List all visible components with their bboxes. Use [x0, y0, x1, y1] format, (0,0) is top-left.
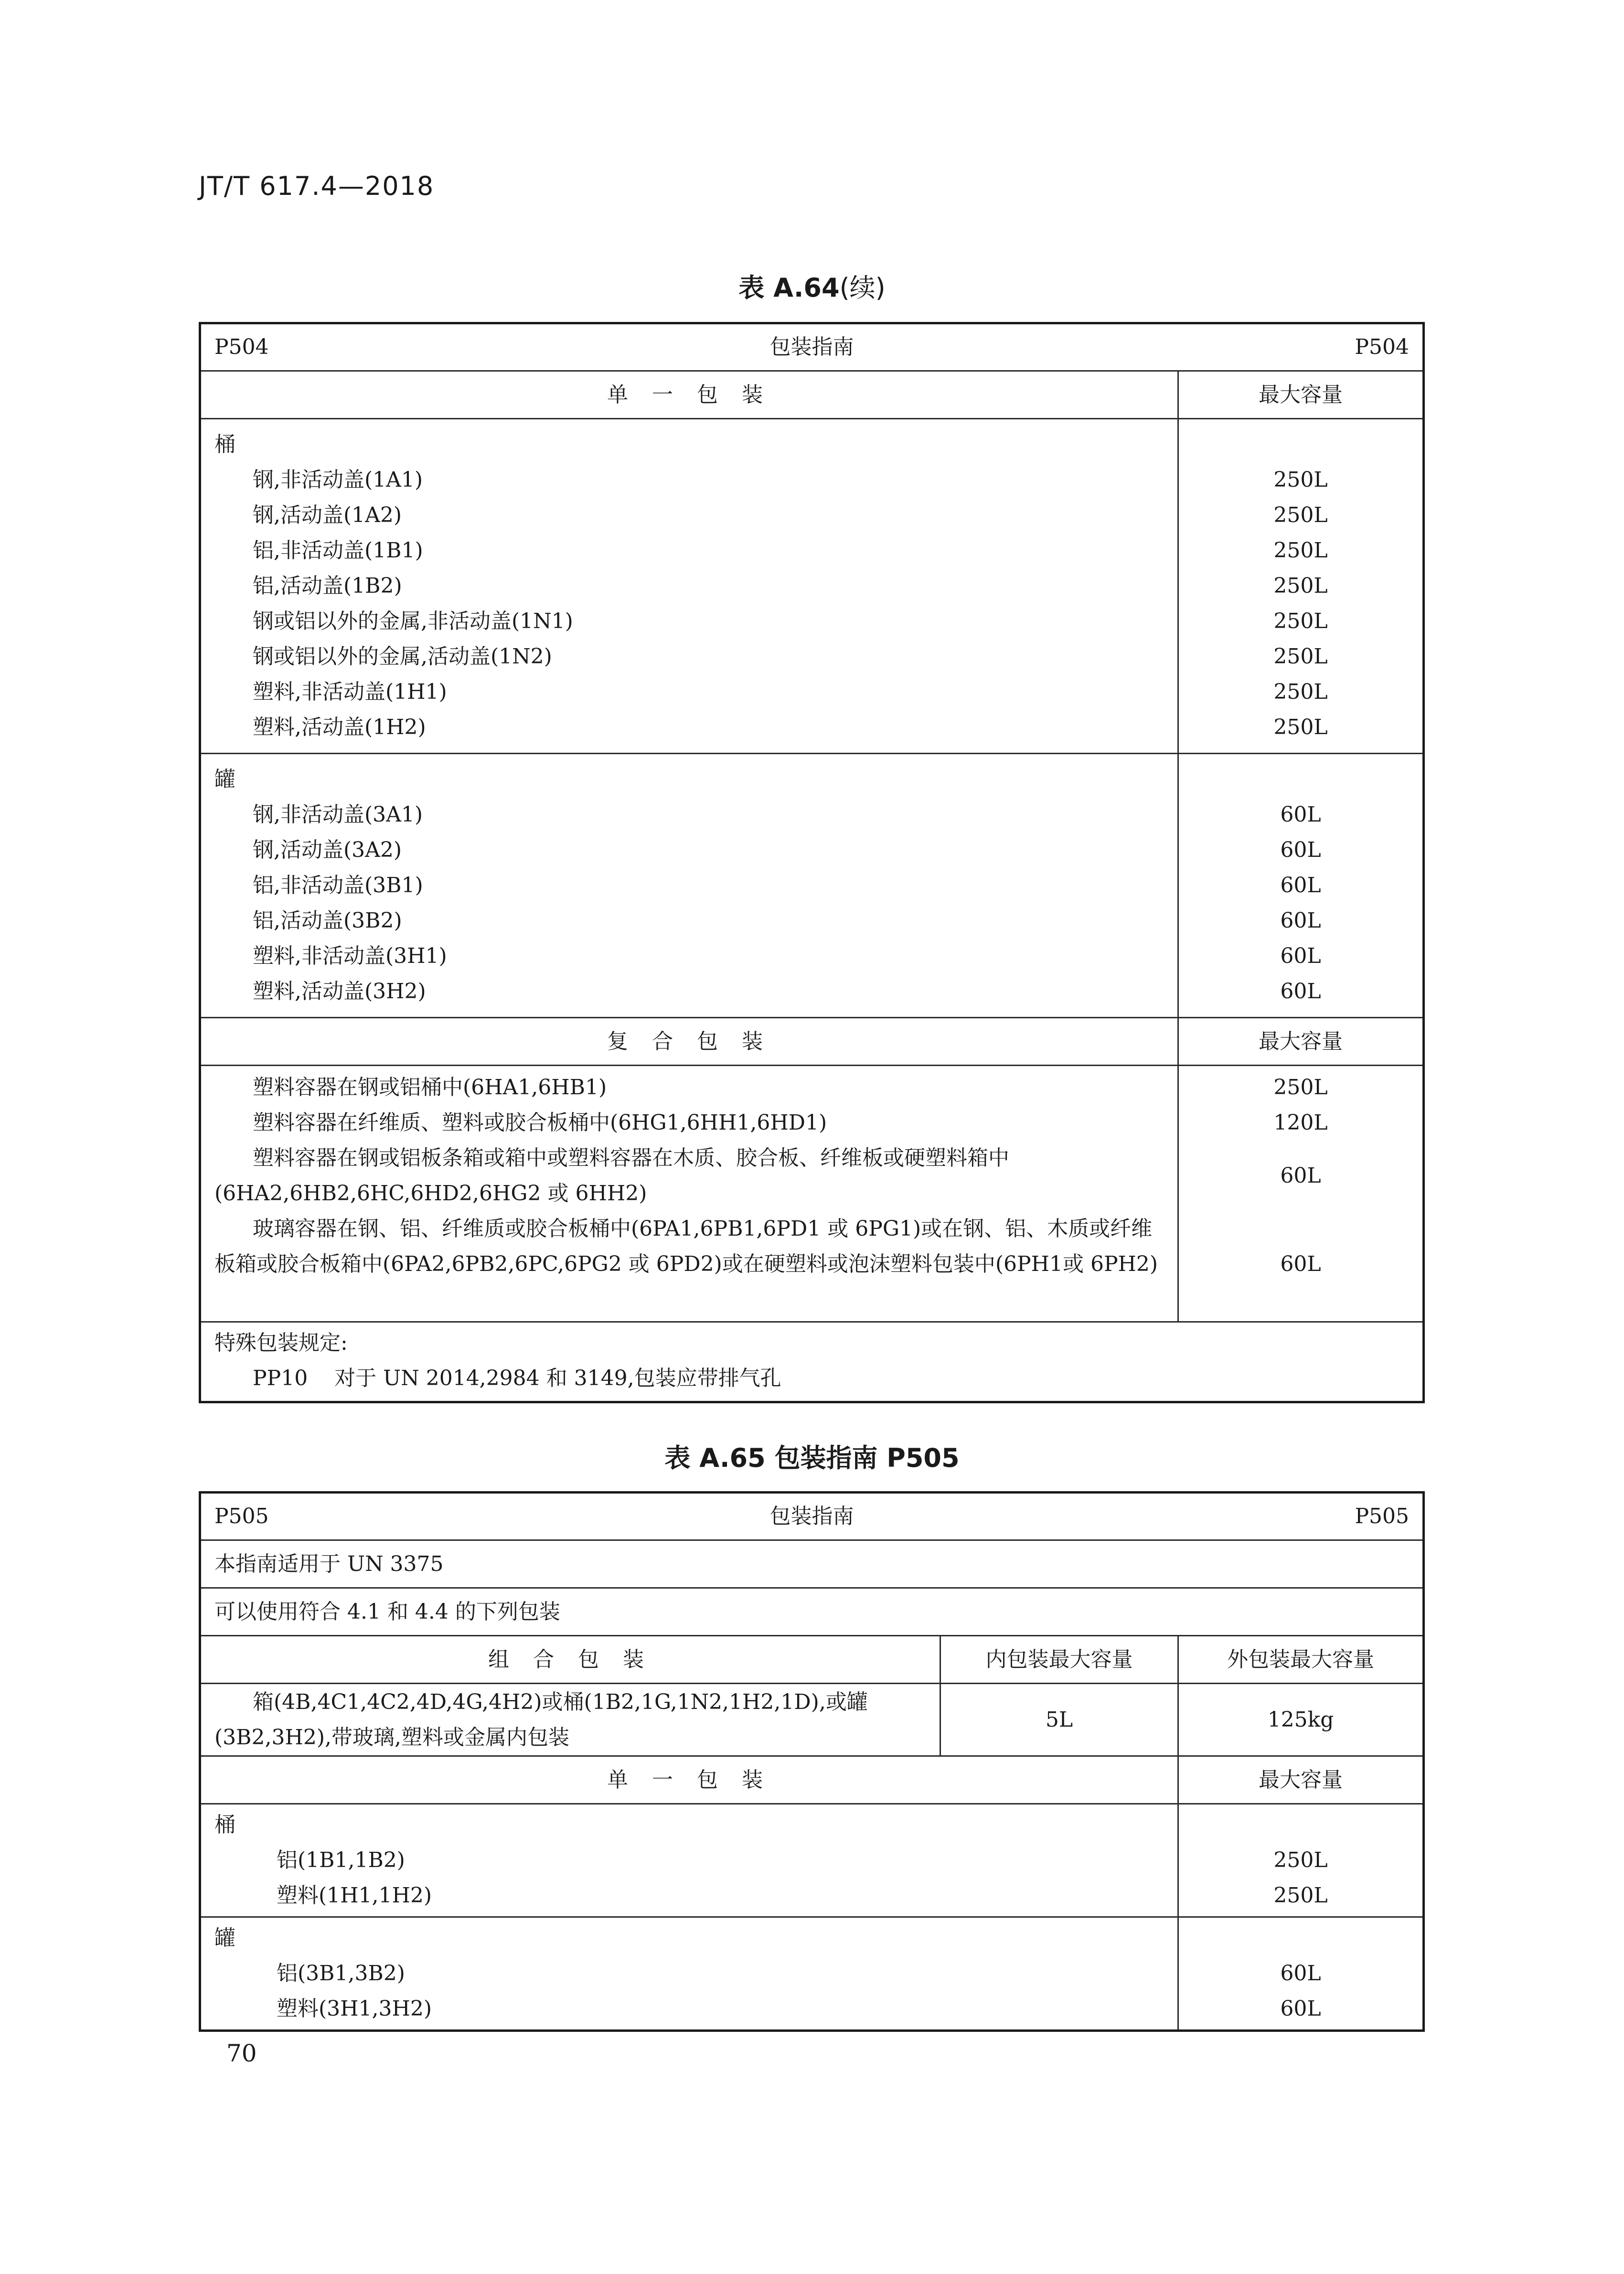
composite-item: 玻璃容器在钢、铝、纤维质或胶合板桶中(6PA1,6PB1,6PD1 或 6PG1)或在钢、铝、木质或纤维板箱或胶合板箱中(6PA2,6PB2,6PC,6PG2 或 6PD2)或在硬塑料或泡沫塑料包装中(6PH1或 6PH2): [214, 1217, 1158, 1276]
capacity-value: 250L: [1273, 574, 1328, 598]
table65-jerricans-block: [200, 1917, 1424, 2031]
table64-code-left: P504: [214, 335, 269, 359]
table64-special-title: 特殊包装规定:: [214, 1331, 348, 1355]
group-title-spacer: [1192, 1807, 1409, 1843]
table64-caption-title: 表 A.64: [738, 273, 840, 303]
table65-inner-max-label: 内包装最大容量: [940, 1636, 1178, 1684]
composite-item: 塑料容器在钢或铝桶中(6HA1,6HB1): [253, 1075, 607, 1100]
table65-combination-outer: 125kg: [1178, 1684, 1424, 1756]
standard-number: JT/T 617.4—2018: [199, 171, 435, 201]
table64-drums-capacities: [1192, 427, 1409, 745]
table64-composite-max-label: 最大容量: [1178, 1018, 1424, 1066]
table65-code-right: P505: [1355, 1504, 1410, 1528]
list-item: 钢,非活动盖(1A1): [253, 468, 423, 492]
capacity-value: 250L: [1273, 503, 1328, 527]
list-item: 铝,活动盖(3B2): [253, 908, 402, 933]
list-item: 钢或铝以外的金属,非活动盖(1N1): [253, 609, 573, 633]
group-title: 罐: [214, 767, 235, 791]
list-item: 塑料,活动盖(1H2): [253, 715, 426, 739]
capacity-value: 250L: [1273, 715, 1328, 739]
list-item: 铝(1B1,1B2): [277, 1848, 405, 1872]
list-item: 铝,活动盖(1B2): [253, 574, 402, 598]
table65-max-capacity-label: 最大容量: [1178, 1756, 1424, 1804]
table65-drums-list: [214, 1807, 1164, 1913]
composite-capacity: 120L: [1273, 1110, 1328, 1135]
table64-special-text: 对于 UN 2014,2984 和 3149,包装应带排气孔: [334, 1366, 781, 1390]
table64-special-row: [200, 1322, 1424, 1402]
table64-single-header: [200, 371, 1424, 419]
composite-item: 塑料容器在纤维质、塑料或胶合板桶中(6HG1,6HH1,6HD1): [253, 1110, 827, 1135]
table65-single-label: 单 一 包 装: [200, 1756, 1178, 1804]
table65-drums-capacities: [1192, 1807, 1409, 1913]
capacity-value: 60L: [1280, 802, 1321, 827]
capacity-value: 60L: [1280, 944, 1321, 968]
table-a65: [199, 1491, 1425, 2032]
list-item: 塑料,非活动盖(3H1): [253, 944, 447, 968]
table64-code-right: P504: [1355, 335, 1409, 359]
group-title: 罐: [214, 1926, 235, 1950]
composite-capacity: 250L: [1273, 1075, 1328, 1100]
capacity-value: 60L: [1280, 979, 1321, 1004]
list-item: 钢,活动盖(3A2): [253, 838, 402, 862]
table65-drums-block: [200, 1804, 1424, 1917]
list-item: 钢,非活动盖(3A1): [253, 802, 423, 827]
table64-composite-header: [200, 1018, 1424, 1066]
list-item: 铝,非活动盖(3B1): [253, 873, 423, 897]
table65-outer-max-label: 外包装最大容量: [1178, 1636, 1424, 1684]
capacity-value: 250L: [1273, 609, 1328, 633]
table65-permitted-row: [200, 1588, 1424, 1636]
table64-special-code: PP10: [253, 1366, 308, 1390]
group-title: 桶: [214, 1813, 235, 1837]
table64-drums-list: [214, 427, 1164, 745]
capacity-value: 60L: [1280, 1996, 1321, 2021]
table-a64: [199, 322, 1425, 1403]
capacity-value: 60L: [1280, 873, 1321, 897]
table65-combination-label: 组 合 包 装: [200, 1636, 940, 1684]
table64-composite-label: 复 合 包 装: [200, 1018, 1178, 1066]
table65-combination-row: [200, 1684, 1424, 1756]
capacity-value: 60L: [1280, 838, 1321, 862]
group-title-spacer: [1192, 1921, 1409, 1956]
capacity-value: 60L: [1280, 1961, 1321, 1986]
table65-applies: 本指南适用于 UN 3375: [200, 1540, 1424, 1588]
table65-single-header: [200, 1756, 1424, 1804]
capacity-value: 250L: [1273, 468, 1328, 492]
capacity-value: 250L: [1273, 680, 1328, 704]
table64-composite-capacities: [1178, 1066, 1424, 1322]
table64-jerricans-capacities: [1192, 762, 1409, 1009]
table64-header-row: [200, 323, 1424, 371]
table64-caption-cont: (续): [839, 273, 886, 303]
table65-permitted: 可以使用符合 4.1 和 4.4 的下列包装: [200, 1588, 1424, 1636]
composite-item: 塑料容器在钢或铝板条箱或箱中或塑料容器在木质、胶合板、纤维板或硬塑料箱中(6HA2,6HB2,6HC,6HD2,6HG2 或 6HH2): [214, 1146, 1009, 1206]
group-title-spacer: [1192, 762, 1409, 797]
list-item: 钢,活动盖(1A2): [253, 503, 402, 527]
table64-title: 包装指南: [769, 335, 854, 359]
table65-code-left: P505: [214, 1504, 269, 1528]
table65-combination-text: 箱(4B,4C1,4C2,4D,4G,4H2)或桶(1B2,1G,1N2,1H2,1D),或罐(3B2,3H2),带玻璃,塑料或金属内包装: [200, 1684, 940, 1756]
table65-jerricans-list: [214, 1921, 1164, 2027]
table65-combination-header: [200, 1636, 1424, 1684]
capacity-value: 250L: [1273, 538, 1328, 563]
list-item: 钢或铝以外的金属,活动盖(1N2): [253, 644, 552, 669]
composite-capacity: 60L: [1280, 1252, 1321, 1276]
table64-single-label: 单 一 包 装: [200, 371, 1178, 419]
group-title-spacer: [1192, 427, 1409, 462]
capacity-value: 250L: [1273, 644, 1328, 669]
table64-special-provision: [214, 1361, 1409, 1396]
table65-caption: 表 A.65 包装指南 P505: [664, 1443, 960, 1473]
capacity-value: 250L: [1273, 1883, 1328, 1908]
list-item: 塑料(1H1,1H2): [277, 1883, 432, 1908]
list-item: 塑料,非活动盖(1H1): [253, 680, 447, 704]
table64-jerricans-block: [200, 754, 1424, 1018]
capacity-value: 60L: [1280, 908, 1321, 933]
group-title: 桶: [214, 432, 235, 457]
composite-capacity: 60L: [1280, 1164, 1321, 1188]
page-number: 70: [226, 2039, 257, 2067]
table64-composite-list: [200, 1066, 1178, 1322]
table65-jerricans-capacities: [1192, 1921, 1409, 2027]
table65-applies-row: [200, 1540, 1424, 1588]
table64-jerricans-list: [214, 762, 1164, 1009]
table65-title: 包装指南: [769, 1504, 854, 1528]
list-item: 塑料(3H1,3H2): [277, 1996, 432, 2021]
list-item: 塑料,活动盖(3H2): [253, 979, 426, 1004]
table64-caption: [0, 267, 1624, 304]
capacity-value: 250L: [1273, 1848, 1328, 1872]
list-item: 铝,非活动盖(1B1): [253, 538, 423, 563]
list-item: 铝(3B1,3B2): [277, 1961, 405, 1986]
table65-header-row: [200, 1493, 1424, 1540]
table64-max-capacity-label: 最大容量: [1178, 371, 1424, 419]
table64-composite-block: [200, 1066, 1424, 1322]
table64-drums-block: [200, 419, 1424, 754]
table65-combination-inner: 5L: [940, 1684, 1178, 1756]
